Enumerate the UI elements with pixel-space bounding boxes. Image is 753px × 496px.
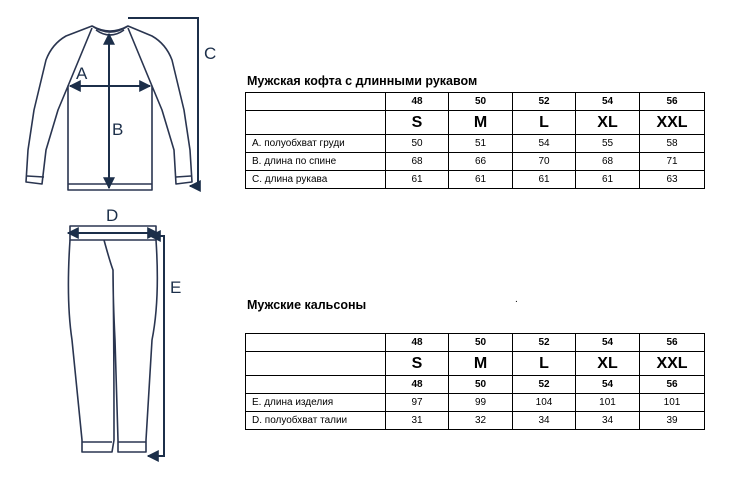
letter-size-cell: M (449, 352, 513, 376)
value-cell: 97 (386, 394, 449, 412)
size-cell: 54 (576, 376, 640, 394)
label-waist: D (106, 206, 119, 225)
row-label: D. полуобхват талии (246, 412, 386, 430)
table-row (246, 153, 705, 171)
size-cell: 54 (576, 93, 640, 111)
table-row (246, 376, 705, 394)
letter-size-cell: XXL (640, 352, 705, 376)
value-cell: 61 (576, 171, 640, 189)
table-row (246, 334, 705, 352)
size-cell: 48 (386, 334, 449, 352)
table-row (246, 352, 705, 376)
value-cell: 71 (640, 153, 705, 171)
letter-size-cell: S (386, 352, 449, 376)
value-cell: 101 (576, 394, 640, 412)
value-cell: 68 (386, 153, 449, 171)
table-row (246, 171, 705, 189)
value-cell: 32 (449, 412, 513, 430)
pants-drawing (68, 226, 157, 452)
size-cell: 52 (513, 376, 576, 394)
table-cell (246, 352, 386, 376)
table-row (246, 93, 705, 111)
size-cell: 56 (640, 334, 705, 352)
letter-size-cell: M (449, 111, 513, 135)
value-cell: 51 (449, 135, 513, 153)
value-cell: 61 (386, 171, 449, 189)
label-back-length: B (112, 120, 124, 139)
row-label: B. длина по спине (246, 153, 386, 171)
value-cell: 50 (386, 135, 449, 153)
value-cell: 104 (513, 394, 576, 412)
table-row (246, 412, 705, 430)
label-sleeve-length: C (204, 44, 217, 63)
letter-size-cell: S (386, 111, 449, 135)
table-cell (246, 93, 386, 111)
size-cell: 50 (449, 334, 513, 352)
pants-table-title: Мужские кальсоны (247, 298, 367, 312)
value-cell: 31 (386, 412, 449, 430)
row-label: E. длина изделия (246, 394, 386, 412)
value-cell: 68 (576, 153, 640, 171)
stray-dot: . (515, 294, 518, 305)
size-cell: 54 (576, 334, 640, 352)
letter-size-cell: XL (576, 111, 640, 135)
value-cell: 55 (576, 135, 640, 153)
table-row (246, 394, 705, 412)
size-cell: 48 (386, 93, 449, 111)
value-cell: 61 (513, 171, 576, 189)
letter-size-cell: L (513, 352, 576, 376)
size-cell: 50 (449, 93, 513, 111)
letter-size-cell: L (513, 111, 576, 135)
value-cell: 39 (640, 412, 705, 430)
value-cell: 101 (640, 394, 705, 412)
size-cell: 50 (449, 376, 513, 394)
product-length-line (148, 236, 164, 456)
value-cell: 61 (449, 171, 513, 189)
size-cell: 48 (386, 376, 449, 394)
value-cell: 99 (449, 394, 513, 412)
value-cell: 34 (576, 412, 640, 430)
size-cell: 56 (640, 376, 705, 394)
shirt-size-table (245, 92, 705, 189)
label-chest: A (76, 64, 88, 83)
size-cell: 52 (513, 334, 576, 352)
row-label: C. длина рукава (246, 171, 386, 189)
value-cell: 34 (513, 412, 576, 430)
pants-size-table (245, 333, 705, 430)
table-row (246, 135, 705, 153)
table-cell (246, 334, 386, 352)
pants-measurements (68, 233, 164, 456)
table-cell (246, 376, 386, 394)
value-cell: 66 (449, 153, 513, 171)
value-cell: 54 (513, 135, 576, 153)
shirt-table-title: Мужская кофта с длинными рукавом (247, 74, 478, 88)
table-row (246, 111, 705, 135)
value-cell: 70 (513, 153, 576, 171)
letter-size-cell: XL (576, 352, 640, 376)
sleeve-length-line (128, 18, 198, 186)
value-cell: 58 (640, 135, 705, 153)
letter-size-cell: XXL (640, 111, 705, 135)
value-cell: 63 (640, 171, 705, 189)
row-label: A. полуобхват груди (246, 135, 386, 153)
table-cell (246, 111, 386, 135)
size-cell: 52 (513, 93, 576, 111)
size-cell: 56 (640, 93, 705, 111)
label-product-length: E (170, 278, 182, 297)
